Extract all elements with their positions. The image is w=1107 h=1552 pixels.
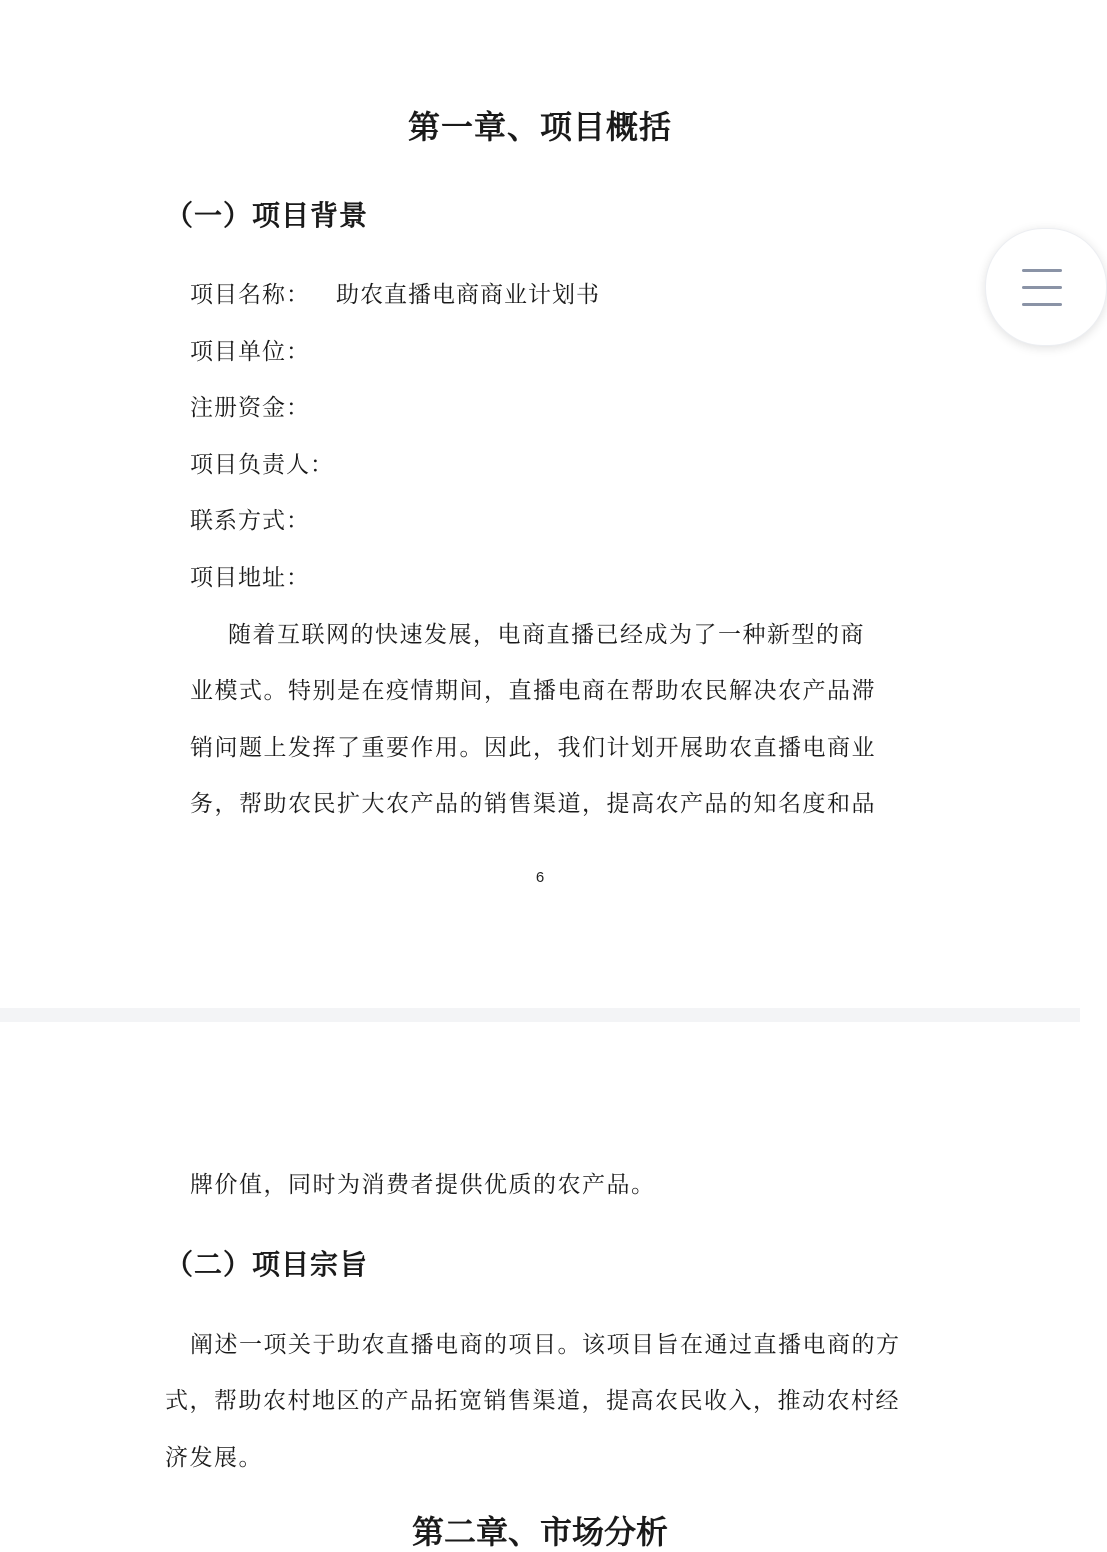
info-contact [190,502,336,535]
paragraph-line: 务，帮助农民扩大农产品的销售渠道，提高农产品的知名度和品 [190,791,876,817]
menu-bar [1022,303,1062,306]
next-chapter-title-partial: 第二章、市场分析 [411,1513,668,1551]
paragraph-line: 阐述一项关于助农直播电商的项目。该项目旨在通过直播电商的方 [190,1332,901,1358]
page-number: 6 [535,869,545,886]
menu-bar [1022,269,1062,272]
info-project-leader [190,446,360,479]
paragraph-continuation: 牌价值，同时为消费者提供优质的农产品。 [190,1172,656,1198]
chapter-title: 第一章、项目概括 [407,108,672,146]
info-label: 项目单位： [190,339,310,365]
section-title-purpose: （二）项目宗旨 [165,1248,369,1281]
paragraph-line: 式，帮助农村地区的产品拓宽销售渠道，提高农民收入，推动农村经 [165,1388,900,1414]
info-address [190,559,336,592]
info-label: 联系方式： [190,508,310,534]
page-separator [0,1008,1080,1022]
info-registered-capital [190,389,336,422]
info-label: 项目地址： [190,565,310,591]
paragraph-line: 随着互联网的快速发展，电商直播已经成为了一种新型的商 [228,622,865,648]
info-label: 项目负责人： [190,452,334,478]
section-title-background: （一）项目背景 [165,199,369,232]
info-value: 助农直播电商商业计划书 [336,282,600,308]
menu-bar [1022,286,1062,289]
paragraph-line: 销问题上发挥了重要作用。因此，我们计划开展助农直播电商业 [190,735,876,761]
info-label: 注册资金： [190,395,310,421]
info-project-unit [190,333,336,366]
info-label: 项目名称： [190,282,310,308]
menu-button[interactable] [985,228,1107,346]
paragraph-line: 济发展。 [165,1445,263,1471]
info-project-name [190,276,600,309]
paragraph-line: 业模式。特别是在疫情期间，直播电商在帮助农民解决农产品滞 [190,678,876,704]
